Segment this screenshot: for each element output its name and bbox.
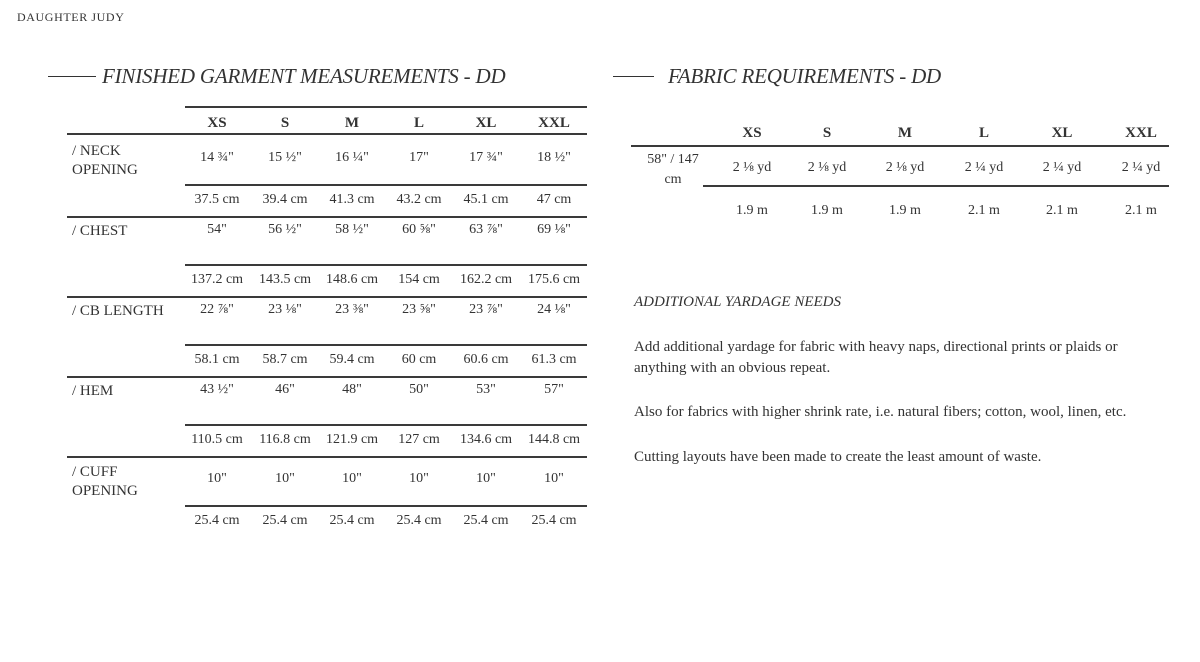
cm-value: 25.4 cm — [329, 513, 375, 528]
additional-yardage-title: ADDITIONAL YARDAGE NEEDS — [634, 294, 842, 310]
cm-value: 61.3 cm — [531, 352, 577, 367]
inch-value: 10" — [544, 471, 564, 486]
inch-value: 17" — [409, 150, 429, 165]
cm-value: 37.5 cm — [194, 192, 240, 207]
row-mid-rule — [185, 505, 587, 507]
cm-value: 59.4 cm — [329, 352, 375, 367]
inch-value: 58 ½" — [335, 222, 369, 237]
cm-value: 60 cm — [401, 352, 437, 367]
inch-value: 63 ⅞" — [469, 222, 503, 237]
heading-dash — [48, 76, 96, 77]
fabric-mid-rule — [703, 185, 1169, 187]
row-separator-rule — [67, 216, 587, 218]
row-mid-rule — [185, 264, 587, 266]
inch-value: 10" — [275, 471, 295, 486]
cm-value: 175.6 cm — [527, 272, 581, 287]
fabric-yards: 2 ⅛ yd — [807, 160, 847, 175]
row-separator-rule — [67, 296, 587, 298]
additional-paragraph-1: Add additional yardage for fabric with heavy naps, directional prints or plaids or anything with an obvious repeat. — [634, 339, 1118, 376]
fabric-size-header-m: M — [897, 125, 913, 141]
cm-value: 43.2 cm — [396, 192, 442, 207]
inch-value: 48" — [342, 382, 362, 397]
fabric-yards: 2 ⅛ yd — [885, 160, 925, 175]
cm-value: 47 cm — [536, 192, 572, 207]
inch-value: 24 ⅛" — [537, 302, 571, 317]
inch-value: 57" — [544, 382, 564, 397]
inch-value: 14 ¾" — [200, 150, 234, 165]
cm-value: 137.2 cm — [190, 272, 244, 287]
heading-dash — [613, 76, 654, 77]
measurement-label: / CB LENGTH — [72, 303, 164, 319]
cm-value: 25.4 cm — [463, 513, 509, 528]
inch-value: 23 ⅛" — [268, 302, 302, 317]
fabric-meters: 2.1 m — [1046, 203, 1078, 218]
fabric-heading — [613, 64, 941, 89]
fabric-size-header-s: S — [822, 125, 832, 141]
inch-value: 10" — [476, 471, 496, 486]
inch-value: 54" — [207, 222, 227, 237]
cm-value: 25.4 cm — [262, 513, 308, 528]
brand-name: DAUGHTER JUDY — [17, 10, 125, 24]
measurement-label: / CUFF OPENING — [72, 464, 138, 499]
measurement-label: / NECK OPENING — [72, 143, 138, 178]
cm-value: 25.4 cm — [531, 513, 577, 528]
fabric-title: FABRIC REQUIREMENTS - DD — [668, 64, 942, 88]
cm-value: 45.1 cm — [463, 192, 509, 207]
inch-value: 18 ½" — [537, 150, 571, 165]
cm-value: 110.5 cm — [191, 432, 243, 447]
fabric-meters: 1.9 m — [889, 203, 921, 218]
inch-value: 46" — [275, 382, 295, 397]
measurements-title: FINISHED GARMENT MEASUREMENTS - DD — [102, 64, 506, 88]
fabric-size-header-l: L — [978, 125, 989, 141]
inch-value: 23 ⅜" — [335, 302, 369, 317]
row-mid-rule — [185, 344, 587, 346]
cm-value: 25.4 cm — [194, 513, 240, 528]
measurement-label: / HEM — [72, 383, 114, 399]
inch-value: 53" — [476, 382, 496, 397]
size-header-xs: XS — [207, 115, 227, 131]
cm-value: 144.8 cm — [527, 432, 581, 447]
cm-value: 41.3 cm — [329, 192, 375, 207]
row-separator-rule — [67, 456, 587, 458]
fabric-meters: 1.9 m — [736, 203, 768, 218]
header-top-rule — [185, 106, 587, 108]
fabric-size-header-xs: XS — [742, 125, 762, 141]
fabric-yards: 2 ⅛ yd — [732, 160, 772, 175]
additional-paragraph-2: Also for fabrics with higher shrink rate, i.e. natural fibers; cotton, wool, linen, etc. — [634, 404, 1127, 420]
size-header-m: M — [344, 115, 360, 131]
inch-value: 10" — [207, 471, 227, 486]
fabric-yards: 2 ¼ yd — [1121, 160, 1161, 175]
cm-value: 154 cm — [398, 272, 440, 287]
size-header-s: S — [280, 115, 290, 131]
measurements-heading — [48, 64, 505, 89]
header-bottom-rule — [185, 133, 587, 135]
inch-value: 10" — [409, 471, 429, 486]
label-top-rule — [67, 133, 187, 135]
cm-value: 60.6 cm — [463, 352, 509, 367]
cm-value: 116.8 cm — [259, 432, 311, 447]
cm-value: 127 cm — [398, 432, 440, 447]
inch-value: 69 ⅛" — [537, 222, 571, 237]
fabric-size-header-xxl: XXL — [1125, 125, 1157, 141]
fabric-header-rule — [631, 145, 1169, 147]
inch-value: 60 ⅝" — [402, 222, 436, 237]
cm-value: 162.2 cm — [459, 272, 513, 287]
row-mid-rule — [185, 184, 587, 186]
cm-value: 134.6 cm — [459, 432, 513, 447]
inch-value: 50" — [409, 382, 429, 397]
row-mid-rule — [185, 424, 587, 426]
inch-value: 16 ¼" — [335, 150, 369, 165]
inch-value: 43 ½" — [200, 382, 234, 397]
inch-value: 56 ½" — [268, 222, 302, 237]
inch-value: 15 ½" — [268, 150, 302, 165]
cm-value: 148.6 cm — [325, 272, 379, 287]
inch-value: 23 ⅞" — [469, 302, 503, 317]
cm-value: 58.1 cm — [194, 352, 240, 367]
size-header-xl: XL — [475, 115, 497, 131]
fabric-meters: 2.1 m — [1125, 203, 1157, 218]
fabric-meters: 2.1 m — [968, 203, 1000, 218]
fabric-meters: 1.9 m — [811, 203, 843, 218]
cm-value: 25.4 cm — [396, 513, 442, 528]
inch-value: 23 ⅝" — [402, 302, 436, 317]
fabric-width-label: 58" / 147 cm — [647, 152, 699, 187]
additional-paragraph-3: Cutting layouts have been made to create the least amount of waste. — [634, 449, 1042, 465]
size-header-l: L — [413, 115, 424, 131]
fabric-yards: 2 ¼ yd — [1042, 160, 1082, 175]
measurement-label: / CHEST — [72, 223, 128, 239]
cm-value: 58.7 cm — [262, 352, 308, 367]
cm-value: 121.9 cm — [325, 432, 379, 447]
inch-value: 10" — [342, 471, 362, 486]
row-separator-rule — [67, 376, 587, 378]
size-header-xxl: XXL — [538, 115, 570, 131]
cm-value: 143.5 cm — [258, 272, 312, 287]
fabric-yards: 2 ¼ yd — [964, 160, 1004, 175]
inch-value: 22 ⅞" — [200, 302, 234, 317]
fabric-size-header-xl: XL — [1051, 125, 1073, 141]
inch-value: 17 ¾" — [469, 150, 503, 165]
cm-value: 39.4 cm — [262, 192, 308, 207]
